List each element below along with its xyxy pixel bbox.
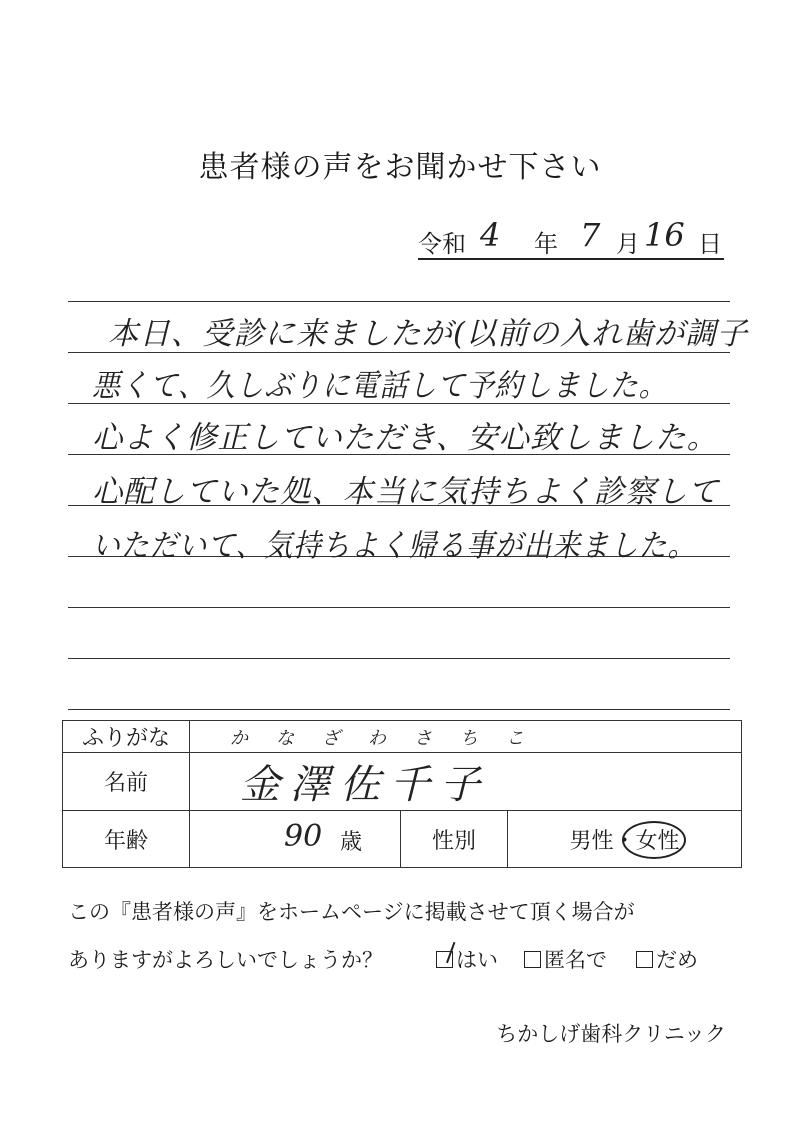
name-label: 名前 xyxy=(63,753,190,811)
comment-line: 悪くて、久しぶりに電話して予約しました。 xyxy=(92,368,668,404)
age-cell xyxy=(190,811,401,868)
patient-info-table xyxy=(62,720,742,868)
date-day-handwritten: 16 xyxy=(644,216,685,254)
check-mark-icon xyxy=(438,939,456,963)
comment-line: 心配していた処、本当に気持ちよく診察して xyxy=(92,474,720,510)
checkbox-icon[interactable] xyxy=(524,951,541,968)
furigana-value: かなざわさちこ xyxy=(190,721,742,753)
ruled-line xyxy=(68,658,730,659)
name-value: 金澤佐千子 xyxy=(190,753,742,811)
sex-label: 性別 xyxy=(401,811,508,868)
consent-option-yes-label: はい xyxy=(456,948,498,972)
age-value: 90 xyxy=(284,819,323,854)
consent-option-no-label: だめ xyxy=(656,948,698,972)
consent-option-anonymous-label: 匿名で xyxy=(544,948,607,972)
clinic-name: ちかしげ歯科クリニック xyxy=(496,1022,726,1046)
consent-option-yes[interactable] xyxy=(436,944,498,974)
furigana-label: ふりがな xyxy=(63,721,190,753)
page-title: 患者様の声をお聞かせ下さい xyxy=(198,150,602,185)
sex-options xyxy=(508,811,742,868)
sex-options-text: 男性・女性 xyxy=(569,828,680,854)
ruled-line xyxy=(68,709,730,710)
date-month-unit: 月 xyxy=(616,230,640,258)
female-circle-mark xyxy=(622,821,686,859)
date-year-unit: 年 xyxy=(534,230,558,258)
consent-question-line2: ありますがよろしいでしょうか？ xyxy=(68,948,383,972)
ruled-line xyxy=(68,607,730,608)
comment-line: 心よく修正していただき、安心致しました。 xyxy=(92,420,718,456)
ruled-line xyxy=(68,301,730,302)
checkbox-icon[interactable] xyxy=(636,951,653,968)
date-day-unit: 日 xyxy=(698,230,722,258)
age-label: 年齢 xyxy=(63,811,190,868)
date-month-handwritten: 7 xyxy=(580,216,601,254)
consent-option-anonymous[interactable] xyxy=(524,944,607,974)
date-year-handwritten: 4 xyxy=(480,216,501,254)
consent-question-line1: この『患者様の声』をホームページに掲載させて頂く場合が xyxy=(68,900,635,924)
comment-line: 本日、受診に来ましたが(以前の入れ歯が調子 xyxy=(108,316,749,352)
checkbox-checked-icon[interactable] xyxy=(436,951,453,968)
date-era: 令和 xyxy=(418,230,466,258)
comment-line: いただいて、気持ちよく帰る事が出来ました。 xyxy=(92,528,697,564)
date-field xyxy=(418,218,724,260)
consent-option-no[interactable] xyxy=(636,944,698,974)
age-unit: 歳 xyxy=(340,830,363,855)
